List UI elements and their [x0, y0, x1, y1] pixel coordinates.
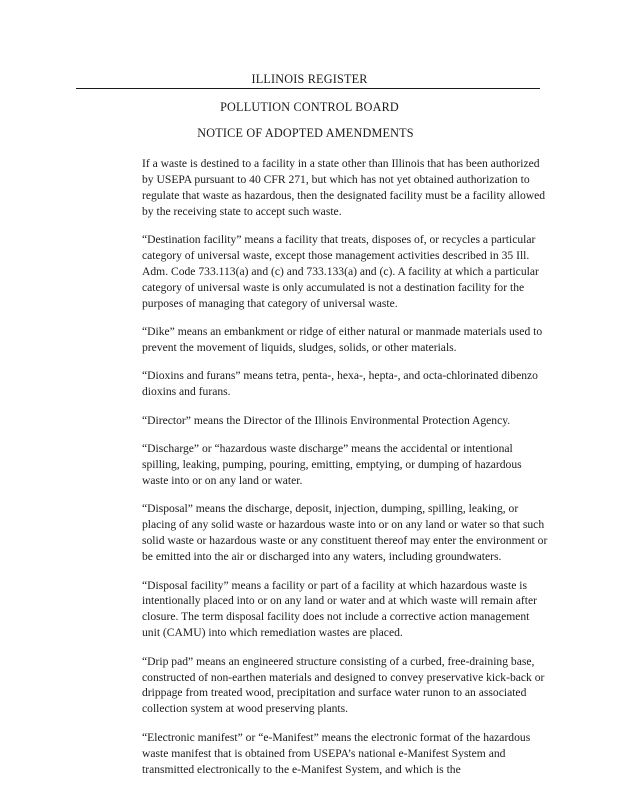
paragraph-destination-state: If a waste is destined to a facility in a state other than Illinois that has been authorized by USEPA pursuant to 40 CFR 271, but which has not yet obtained authorization to regulate that waste as hazardous, then the designated facility must be a facility allowed by the receiving state to accept such waste.	[142, 157, 546, 218]
document-body	[142, 156, 550, 790]
paragraph-dioxins-furans: “Dioxins and furans” means tetra, penta-, hexa-, hepta-, and octa-chlorinated dibenzo dioxins and furans.	[142, 369, 538, 399]
register-title: ILLINOIS REGISTER	[251, 72, 368, 86]
paragraph-destination-facility: “Destination facility” means a facility that treats, disposes of, or recycles a particular category of universal waste, except those management activities described in 35 Ill. Adm. Code 733.113(a) and (c) and 733.133(a) and (c). A facility at which a particular category of universal waste is only accumulated is not a destination facility for the purposes of managing that category of universal waste.	[142, 233, 539, 310]
notice-title: NOTICE OF ADOPTED AMENDMENTS	[197, 126, 414, 140]
paragraph-director: “Director” means the Director of the Illinois Environmental Protection Agency.	[142, 413, 511, 427]
paragraph-drip-pad: “Drip pad” means an engineered structure consisting of a curbed, free-draining base, constructed of non-earthen materials and designed to convey preservative kick-back or drippage from treated wood, precipitation and surface water runon to an associated collection system at wood preserving plants.	[142, 654, 545, 716]
paragraph-electronic-manifest: “Electronic manifest” or “e-Manifest” means the electronic format of the hazardous waste manifest that is obtained from USEPA’s national e-Manifest System and transmitted electronically to the e-Manifest System, and which is the	[142, 730, 531, 776]
board-title: POLLUTION CONTROL BOARD	[220, 100, 399, 114]
paragraph-dike: “Dike” means an embankment or ridge of either natural or manmade materials used to prevent the movement of liquids, sludges, solids, or other materials.	[142, 325, 543, 355]
header-divider	[76, 88, 540, 89]
paragraph-disposal: “Disposal” means the discharge, deposit, injection, dumping, spilling, leaking, or placing of any solid waste or hazardous waste into or on any land or water so that such solid waste or hazardous waste or any constituent thereof may enter the environment or be emitted into the air or discharged into any waters, including groundwaters.	[142, 502, 548, 564]
paragraph-disposal-facility: “Disposal facility” means a facility or part of a facility at which hazardous waste is intentionally placed into or on any land or water and at which waste will remain after closure. The term disposal facility does not include a corrective action management unit (CAMU) into which remediation wastes are placed.	[142, 578, 538, 640]
paragraph-discharge: “Discharge” or “hazardous waste discharge” means the accidental or intentional spilling, leaking, pumping, pouring, emitting, emptying, or dumping of hazardous waste into or on any land or water.	[142, 442, 522, 487]
